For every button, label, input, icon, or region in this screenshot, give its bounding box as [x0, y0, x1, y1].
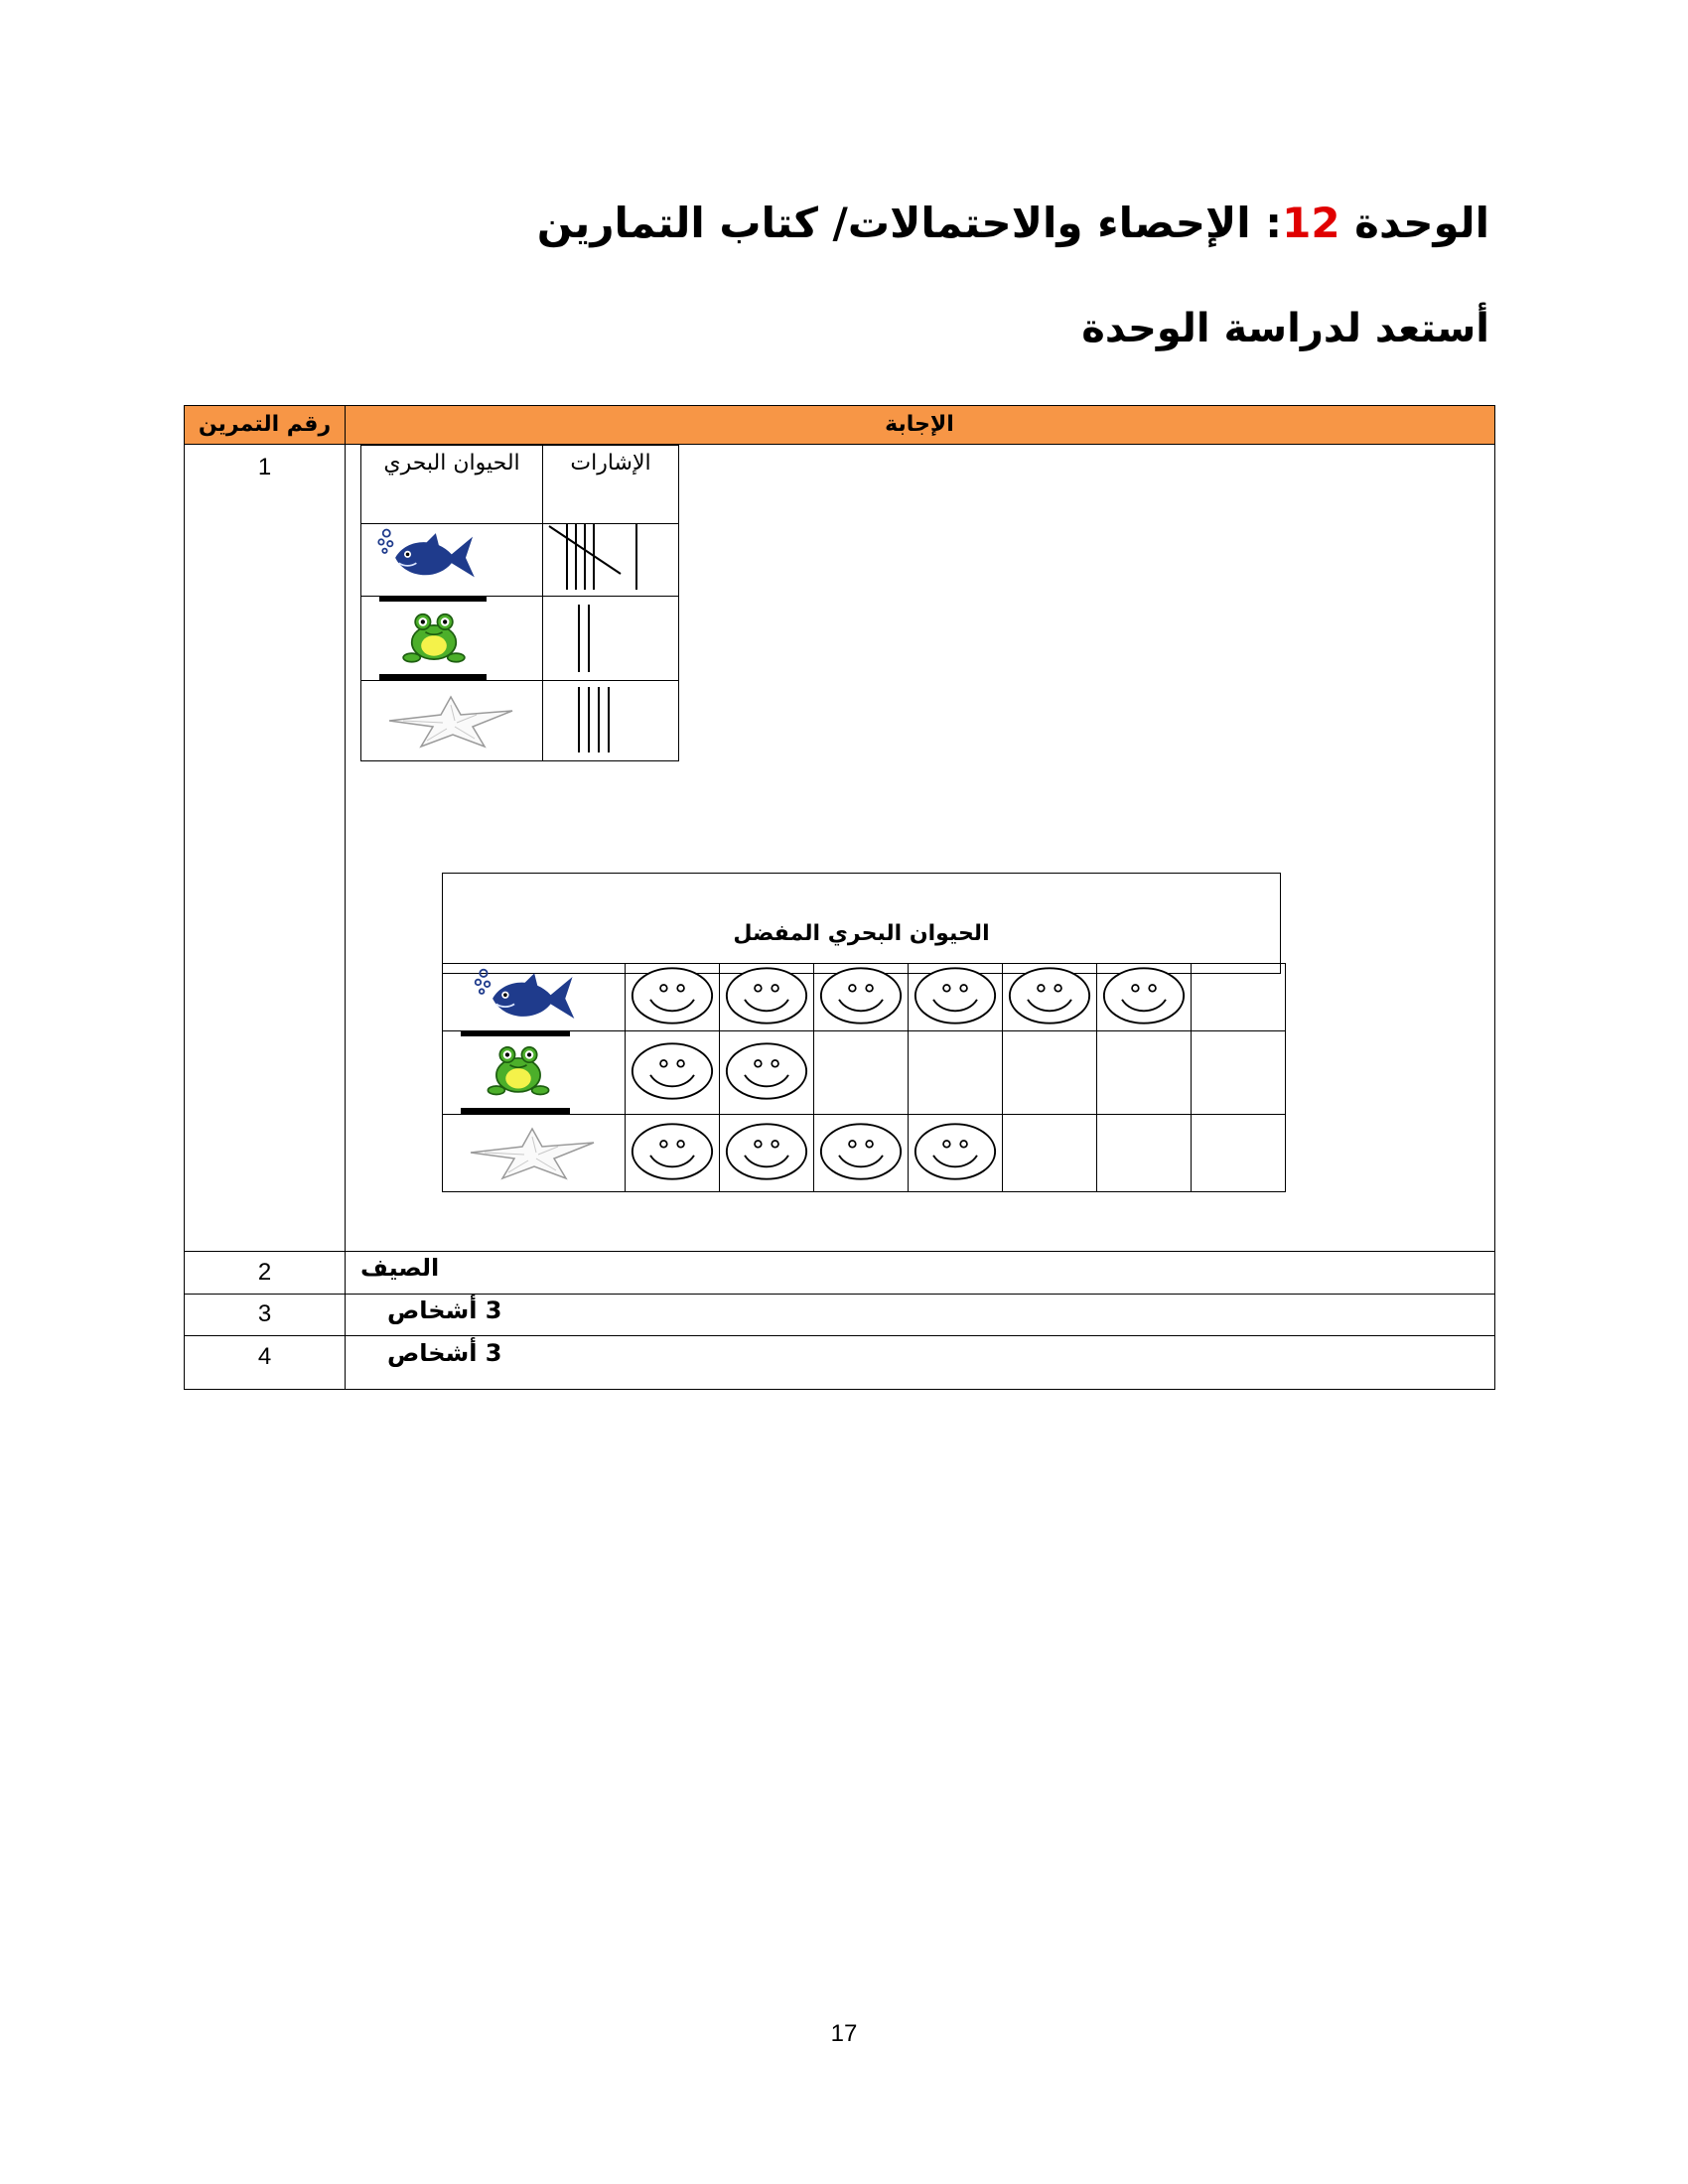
face-cell [1097, 964, 1192, 1031]
table-header [185, 406, 1494, 445]
tally-marks-frog [543, 597, 679, 681]
frog-underline [379, 674, 487, 680]
pictograph-row-frog [443, 1031, 1286, 1115]
smiley-face-icon [724, 965, 809, 1026]
tally-marks-four [543, 681, 678, 756]
face-cell [720, 1031, 814, 1115]
smiley-face-icon [630, 1121, 715, 1182]
row-answer-3: 3 أشخاص [387, 1297, 502, 1324]
pictograph [442, 963, 1286, 1192]
row-number-4: 4 [257, 1343, 272, 1370]
frog-underline [461, 1108, 570, 1114]
smiley-face-icon [1101, 965, 1187, 1026]
pictograph-caption-box [442, 873, 1281, 974]
row-number-1: 1 [257, 454, 272, 480]
row-answer-4: 3 أشخاص [387, 1339, 502, 1367]
header-exercise-number: رقم التمرين [198, 412, 332, 437]
face-cell [909, 964, 1003, 1031]
tally-header-marks [543, 446, 679, 524]
page-number: 17 [830, 2020, 858, 2047]
row-number-3: 3 [257, 1300, 272, 1327]
face-cell [720, 964, 814, 1031]
tally-marks-starfish [543, 681, 679, 761]
smiley-face-icon [818, 965, 904, 1026]
empty-cell [1097, 1115, 1192, 1192]
smiley-face-icon [1007, 965, 1092, 1026]
tally-marks-two [543, 597, 678, 676]
smiley-face-icon [913, 1121, 998, 1182]
starfish-icon [381, 691, 520, 751]
face-cell [720, 1115, 814, 1192]
starfish-icon [463, 1123, 602, 1182]
tally-header-marks-label: الإشارات [570, 451, 651, 476]
pictograph-row-starfish [443, 1115, 1286, 1192]
tally-animal-fish [361, 524, 543, 597]
smiley-face-icon [630, 965, 715, 1026]
pictograph-animal-starfish [443, 1115, 626, 1192]
smiley-face-icon [913, 965, 998, 1026]
row-divider [185, 1294, 1494, 1295]
tally-header-animal [361, 446, 543, 524]
face-cell [814, 964, 909, 1031]
fish-icon [461, 966, 590, 1029]
pictograph-row-fish [443, 964, 1286, 1031]
pictograph-animal-fish [443, 964, 626, 1031]
page-subtitle: أستعد لدراسة الوحدة [1081, 306, 1489, 351]
face-cell [814, 1115, 909, 1192]
tally-header-animal-label: الحيوان البحري [383, 451, 520, 476]
frog-icon [485, 1039, 552, 1099]
face-cell [1003, 964, 1097, 1031]
face-cell [909, 1115, 1003, 1192]
empty-cell [1097, 1031, 1192, 1115]
row-number-2: 2 [257, 1259, 272, 1286]
tally-animal-frog [361, 597, 543, 681]
face-cell [626, 1031, 720, 1115]
title-prefix: الوحدة [1354, 199, 1489, 247]
pictograph-animal-frog [443, 1031, 626, 1115]
face-cell [626, 1115, 720, 1192]
fish-icon [363, 526, 491, 588]
tally-marks-five [543, 524, 678, 592]
tally-table [360, 445, 679, 761]
page-title [537, 199, 1489, 247]
unit-number: 12 [1282, 199, 1340, 247]
smiley-face-icon [630, 1040, 715, 1102]
pictograph-caption: الحيوان البحري المفضل [733, 921, 990, 946]
frog-icon [399, 607, 469, 666]
empty-cell [1192, 1115, 1286, 1192]
smiley-face-icon [818, 1121, 904, 1182]
tally-marks-fish [543, 524, 679, 597]
smiley-face-icon [724, 1040, 809, 1102]
empty-cell [814, 1031, 909, 1115]
empty-cell [1192, 1031, 1286, 1115]
empty-cell [1003, 1115, 1097, 1192]
row-divider [185, 1335, 1494, 1336]
row-answer-2: الصيف [360, 1254, 440, 1282]
column-divider [345, 444, 346, 1389]
title-suffix: : الإحصاء والاحتمالات/ كتاب التمارين [536, 199, 1283, 247]
smiley-face-icon [724, 1121, 809, 1182]
header-answer: الإجابة [885, 412, 954, 437]
tally-animal-starfish [361, 681, 543, 761]
empty-cell [1003, 1031, 1097, 1115]
empty-cell [909, 1031, 1003, 1115]
row-divider [185, 1251, 1494, 1252]
face-cell [626, 964, 720, 1031]
empty-cell [1192, 964, 1286, 1031]
